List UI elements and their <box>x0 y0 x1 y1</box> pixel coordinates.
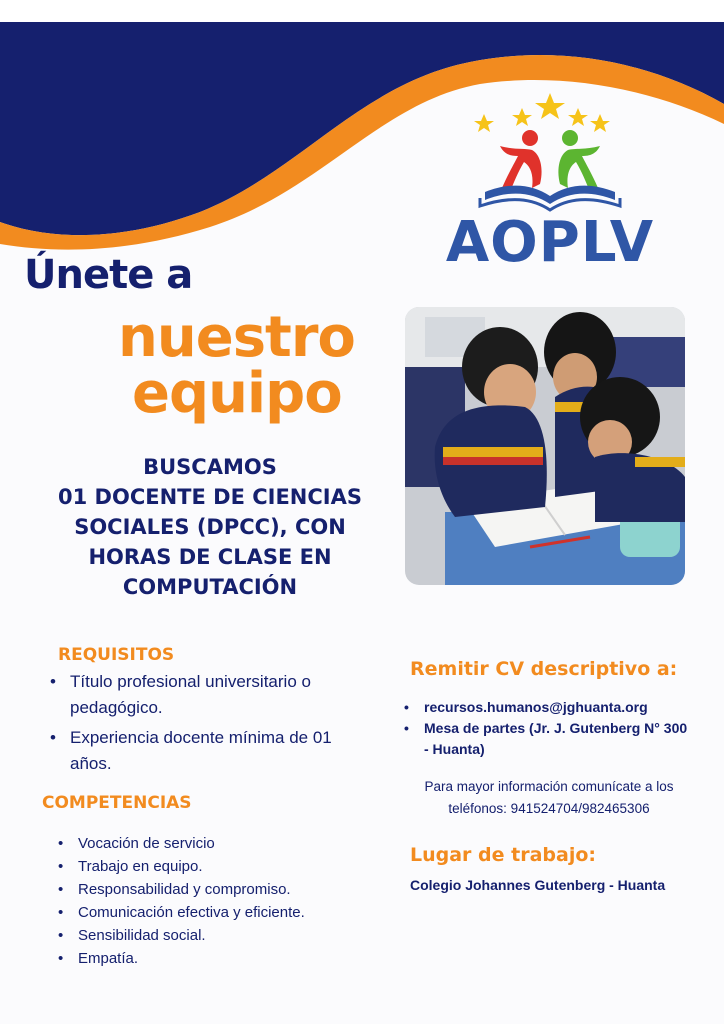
requisitos-title: REQUISITOS <box>58 645 175 665</box>
students-reading-photo <box>405 307 685 585</box>
list-item: • Vocación de servicio <box>58 832 358 855</box>
brand-wordmark: AOPLV <box>445 210 655 275</box>
remitir-title: Remitir CV descriptivo a: <box>410 658 678 680</box>
headline-line: 01 DOCENTE DE CIENCIAS <box>58 485 362 509</box>
email-link[interactable]: • recursos.humanos@jghuanta.org <box>404 697 694 718</box>
lugar-title: Lugar de trabajo: <box>410 844 597 866</box>
contact-info <box>404 776 694 820</box>
job-headline <box>30 452 390 602</box>
headline-line: BUSCAMOS <box>143 455 277 479</box>
requisitos-list <box>50 669 360 781</box>
remitir-list <box>404 697 694 760</box>
list-item: • Comunicación efectiva y eficiente. <box>58 901 358 924</box>
list-item: • Título profesional universitario o pedagógico. <box>50 669 360 721</box>
top-margin <box>0 0 724 22</box>
list-item: • Sensibilidad social. <box>58 924 358 947</box>
classroom-photo-illustration <box>405 307 685 585</box>
hero-line-2: nuestro <box>118 305 355 370</box>
hero-line-1: Únete a <box>24 252 193 298</box>
list-item: • Trabajo en equipo. <box>58 855 358 878</box>
headline-line: SOCIALES (DPCC), CON <box>74 515 346 539</box>
list-item: • Responsabilidad y compromiso. <box>58 878 358 901</box>
contact-phones: teléfonos: 941524704/982465306 <box>448 801 650 816</box>
logo-emblem-icon <box>470 88 630 213</box>
contact-line: Para mayor información comunícate a los <box>424 779 674 794</box>
hero-line-3: equipo <box>132 361 342 426</box>
aoplv-logo <box>430 88 670 278</box>
competencias-title: COMPETENCIAS <box>42 793 192 813</box>
headline-line: HORAS DE CLASE EN <box>88 545 332 569</box>
workplace-text: Colegio Johannes Gutenberg - Huanta <box>410 877 666 893</box>
list-item: • Mesa de partes (Jr. J. Gutenberg N° 300 - Huanta) <box>404 718 694 760</box>
list-item: • Empatía. <box>58 947 358 970</box>
competencias-list <box>58 832 358 970</box>
list-item: • Experiencia docente mínima de 01 años. <box>50 725 360 777</box>
headline-line: COMPUTACIÓN <box>122 575 298 599</box>
